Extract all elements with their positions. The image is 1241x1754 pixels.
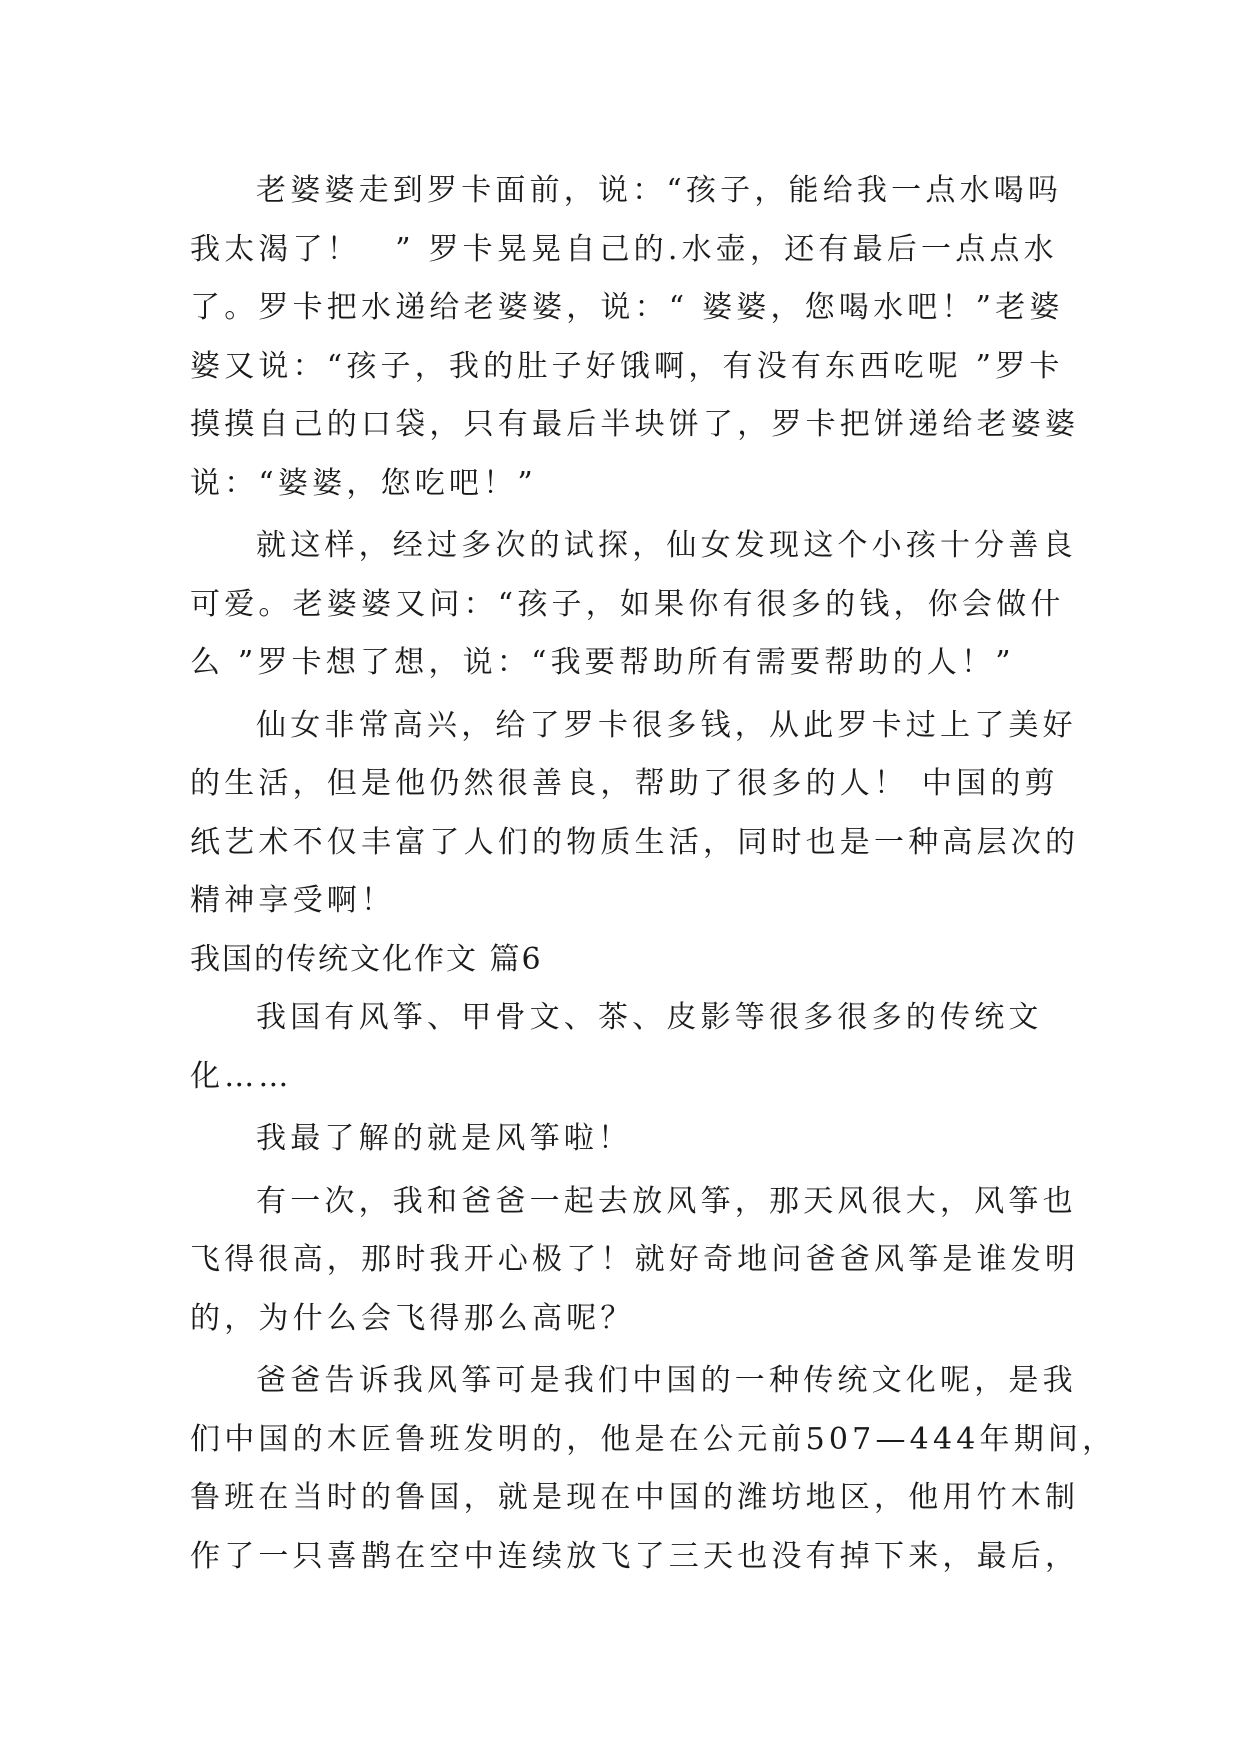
text-line: 了。罗卡把水递给老婆婆，说：“ 婆婆，您喝水吧！”老婆 — [190, 290, 1064, 325]
paragraph-old-woman — [190, 162, 1080, 513]
text-line: 仙女非常高兴，给了罗卡很多钱，从此罗卡过上了美好 — [256, 707, 1077, 743]
text-line: 的，为什么会飞得那么高呢？ — [190, 1300, 635, 1336]
text-line: 鲁班在当时的鲁国，就是现在中国的潍坊地区，他用竹木制 — [190, 1480, 1080, 1515]
text-line: 有一次，我和爸爸一起去放风筝，那天风很大，风筝也 — [256, 1183, 1077, 1219]
text-line: 我最了解的就是风筝啦！ — [256, 1121, 633, 1156]
text-line: 精神享受啊！ — [190, 883, 396, 918]
text-line: 纸艺术不仅丰富了人们的物质生活，同时也是一种高层次的 — [190, 824, 1080, 860]
text-line: 的生活，但是他仍然很善良，帮助了很多的人！ 中国的剪 — [190, 766, 1059, 801]
text-line: 们中国的木匠鲁班发明的，他是在公元前507—444年期间， — [190, 1421, 1117, 1457]
paragraph-fairy-test — [190, 517, 1077, 693]
paragraph-kite-history — [190, 1352, 1117, 1586]
paragraph-kite-intro — [190, 1110, 1060, 1169]
paragraph-culture-list — [190, 989, 1060, 1106]
text-line: 我国有风筝、甲骨文、茶、皮影等很多很多的传统文 — [256, 1000, 1043, 1035]
text-line: 婆又说：“孩子，我的肚子好饿啊，有没有东西吃呢 ”罗卡 — [190, 348, 1064, 384]
text-line: 摸摸自己的口袋，只有最后半块饼了，罗卡把饼递给老婆婆 — [190, 407, 1080, 442]
text-line: 我太渴了！ ” 罗卡晃晃自己的.水壶，还有最后一点点水 — [190, 231, 1058, 267]
text-line: 飞得很高，那时我开心极了！就好奇地问爸爸风筝是谁发明 — [190, 1242, 1080, 1277]
text-line: 化…… — [190, 1058, 293, 1094]
section-heading: 我国的传统文化作文 篇6 — [190, 941, 543, 977]
paragraph-kite-flying — [190, 1173, 1080, 1349]
text-line: 老婆婆走到罗卡面前，说：“孩子，能给我一点水喝吗 — [256, 173, 1063, 208]
text-line: 可爱。老婆婆又问：“孩子，如果你有很多的钱，你会做什 — [190, 586, 1065, 622]
text-line: 说：“婆婆，您吃吧！” — [190, 465, 537, 501]
paragraph-fairy-happy — [190, 697, 1080, 931]
document-body — [190, 162, 1117, 1586]
text-line: 就这样，经过多次的试探，仙女发现这个小孩十分善良 — [256, 528, 1077, 563]
text-line: 么 ”罗卡想了想，说：“我要帮助所有需要帮助的人！” — [190, 645, 1015, 680]
text-line: 作了一只喜鹊在空中连续放飞了三天也没有掉下来，最后， — [190, 1538, 1080, 1574]
text-line: 爸爸告诉我风筝可是我们中国的一种传统文化呢，是我 — [256, 1363, 1077, 1398]
